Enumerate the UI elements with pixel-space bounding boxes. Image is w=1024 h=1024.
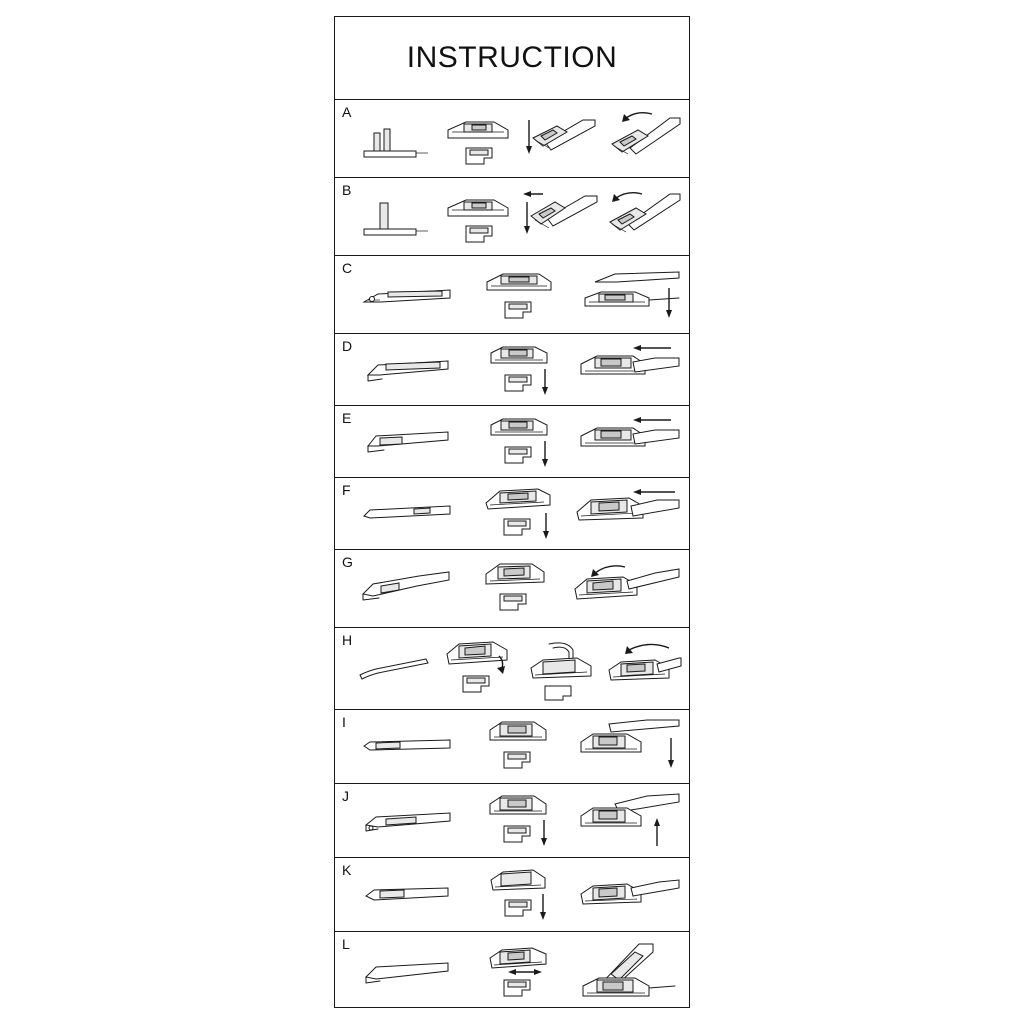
wiper-arm-pinch-tab-icon [359,566,455,612]
step-diagram [464,784,575,857]
wiper-blade-connector-icon [485,411,553,473]
row-steps [353,858,685,931]
wiper-blade-connector-icon [442,108,514,170]
step-diagram [464,932,575,1014]
step-diagram [574,858,685,931]
wiper-arm-pin-icon [356,189,434,245]
step-diagram [353,932,464,1014]
step-diagram [464,710,575,783]
step-diagram [436,100,519,177]
instruction-row-i [335,710,689,784]
step-diagram [436,628,519,709]
row-steps [353,628,685,709]
row-steps [353,784,685,857]
step-diagram [464,256,575,333]
wiper-claw-locked-icon [603,636,685,702]
page-title: INSTRUCTION [406,41,618,74]
row-letter: F [342,482,351,498]
step-diagram [464,334,575,405]
instruction-row-g [335,550,689,628]
row-steps [353,406,685,477]
step-diagram [574,710,685,783]
step-diagram [573,478,685,549]
step-diagram [353,406,464,477]
row-letter: H [342,632,353,648]
wiper-arm-bayonet-icon [362,347,454,393]
wiper-claw-engage-icon [525,636,597,702]
instruction-row-d [335,334,689,406]
row-steps [353,478,685,549]
wiper-assembly-installed-icon [575,264,685,326]
wiper-blade-connector-icon [480,558,550,620]
wiper-assembly-lever-up-icon [575,938,685,1008]
step-diagram [519,628,602,709]
wiper-blade-connector-icon [484,790,554,852]
row-letter: C [342,260,353,276]
step-diagram [464,858,575,931]
step-diagram [353,100,436,177]
row-letter: G [342,554,353,570]
row-letter: D [342,338,353,354]
step-diagram [353,628,436,709]
wiper-arm-side-lock-icon [360,801,456,841]
step-diagram [353,256,464,333]
wiper-assembly-slide-icon [523,186,599,248]
row-steps [353,550,685,627]
row-steps [353,178,685,255]
step-diagram [353,334,464,405]
wiper-arm-side-pin-icon [358,272,458,318]
step-diagram [353,178,436,255]
step-diagram [353,710,464,783]
step-diagram [353,784,464,857]
step-diagram [436,178,519,255]
step-diagram [602,100,685,177]
wiper-assembly-side-lock-icon [575,790,685,852]
wiper-assembly-lock-icon [604,108,684,170]
wiper-assembly-installed-icon [573,486,685,542]
instruction-row-c [335,256,689,334]
wiper-assembly-top-lock-icon [575,716,685,778]
row-steps [353,710,685,783]
instruction-row-l [335,932,689,1014]
step-diagram [602,178,685,255]
wiper-arm-bayonet-icon [362,420,454,464]
step-diagram [602,628,685,709]
row-letter: I [342,714,346,730]
row-letter: B [342,182,352,198]
row-steps [353,932,685,1014]
wiper-blade-push-connector-icon [482,483,554,545]
step-diagram [574,256,685,333]
wiper-assembly-installed-icon [575,414,685,470]
wiper-blade-slim-connector-icon [485,864,553,926]
step-diagram [574,932,685,1014]
wiper-blade-claw-connector-icon [443,636,513,702]
row-letter: K [342,862,352,878]
row-letter: A [342,104,352,120]
row-steps [353,334,685,405]
step-diagram [574,784,685,857]
step-diagram [463,478,573,549]
row-steps [353,256,685,333]
wiper-assembly-slide-icon [523,108,599,170]
instruction-row-k [335,858,689,932]
wiper-blade-connector-icon [485,339,553,401]
step-diagram [519,100,602,177]
wiper-assembly-lock-icon [604,186,684,248]
instruction-row-j [335,784,689,858]
wiper-assembly-pinch-icon [569,561,685,617]
wiper-blade-lever-connector-icon [484,942,554,1004]
wiper-blade-connector-icon [442,186,514,248]
wiper-arm-push-button-icon [360,496,456,532]
instruction-row-f [335,478,689,550]
row-letter: L [342,936,350,952]
wiper-arm-slim-icon [362,880,454,910]
step-diagram [461,550,569,627]
instruction-row-b [335,178,689,256]
wiper-blade-top-lock-connector-icon [484,716,554,778]
wiper-blade-connector-icon [483,264,555,326]
step-diagram [464,406,575,477]
step-diagram [353,550,461,627]
step-diagram [574,406,685,477]
wiper-assembly-slim-installed-icon [575,870,685,920]
instruction-row-a [335,100,689,178]
wiper-arm-hook-pin-icon [356,111,434,167]
step-diagram [574,334,685,405]
wiper-arm-flat-icon [360,732,456,762]
row-letter: E [342,410,352,426]
wiper-arm-claw-icon [356,649,434,689]
title-row [335,17,689,100]
wiper-assembly-installed-icon [575,342,685,398]
step-diagram [353,858,464,931]
step-diagram [569,550,685,627]
step-diagram [353,478,463,549]
wiper-arm-lever-icon [362,955,454,991]
instruction-row-e [335,406,689,478]
instruction-row-h [335,628,689,710]
instruction-panel [334,16,690,1008]
step-diagram [519,178,602,255]
row-steps [353,100,685,177]
row-letter: J [342,788,349,804]
